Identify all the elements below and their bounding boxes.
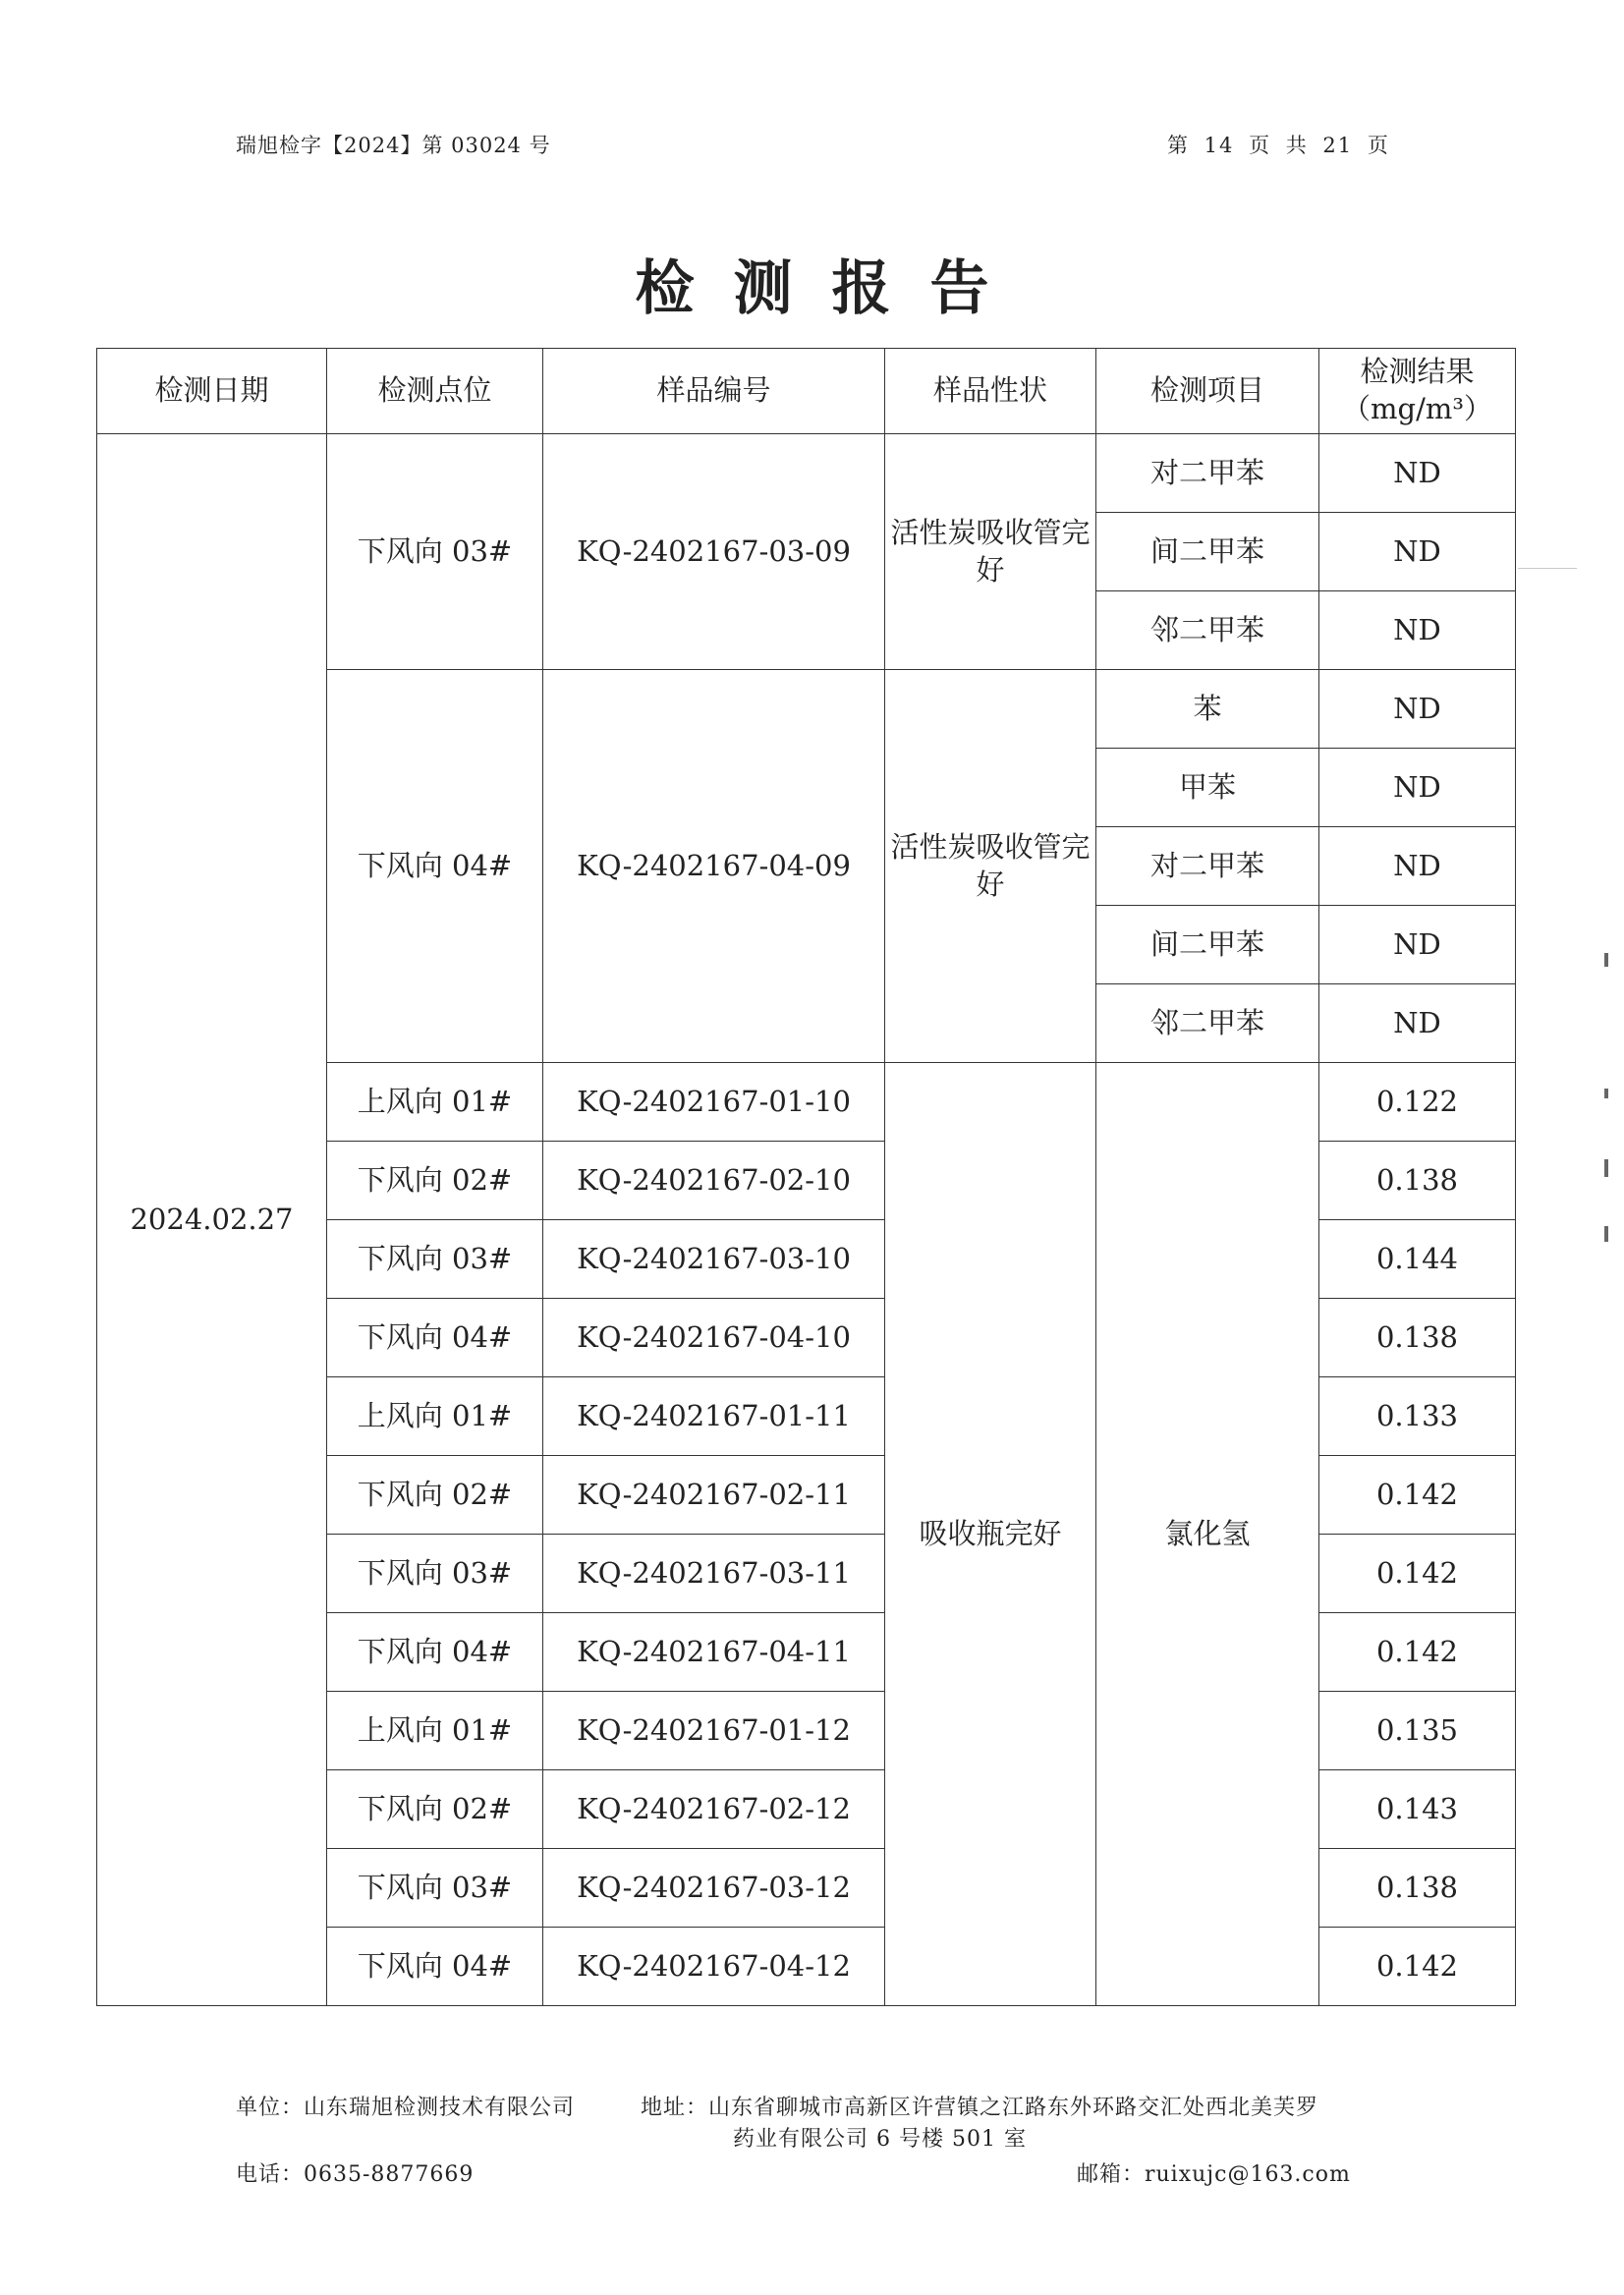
result-cell: ND	[1319, 827, 1516, 906]
col-header-sample-state: 样品性状	[885, 349, 1096, 434]
item-cell: 间二甲苯	[1096, 906, 1319, 984]
point-cell: 下风向 03#	[327, 1535, 543, 1613]
sample-no-cell: KQ-2402167-01-12	[543, 1692, 885, 1770]
point-cell: 下风向 03#	[327, 1849, 543, 1928]
item-cell: 苯	[1096, 670, 1319, 749]
point-cell: 下风向 02#	[327, 1770, 543, 1849]
item-cell: 对二甲苯	[1096, 434, 1319, 513]
page-indicator: 第 14 页 共 21 页	[1167, 134, 1390, 157]
point-cell: 上风向 01#	[327, 1063, 543, 1142]
sample-no-cell: KQ-2402167-04-12	[543, 1928, 885, 2006]
item-cell: 邻二甲苯	[1096, 591, 1319, 670]
col-header-sample-no: 样品编号	[543, 349, 885, 434]
sample-no-cell: KQ-2402167-02-12	[543, 1770, 885, 1849]
point-cell: 下风向 04#	[327, 670, 543, 1063]
col-header-point: 检测点位	[327, 349, 543, 434]
result-cell: ND	[1319, 434, 1516, 513]
point-cell: 下风向 04#	[327, 1299, 543, 1377]
sample-no-cell: KQ-2402167-03-11	[543, 1535, 885, 1613]
scan-line-artifact	[1518, 568, 1577, 569]
point-cell: 下风向 02#	[327, 1142, 543, 1220]
result-cell: ND	[1319, 591, 1516, 670]
page-title: 检测报告	[635, 254, 1029, 323]
point-cell: 下风向 02#	[327, 1456, 543, 1535]
test-results-table	[96, 348, 1516, 2006]
result-cell: 0.138	[1319, 1142, 1516, 1220]
point-cell: 上风向 01#	[327, 1377, 543, 1456]
sample-state-cell: 活性炭吸收管完好	[885, 670, 1096, 1063]
scan-edge-mark	[1604, 1089, 1608, 1098]
result-cell: 0.133	[1319, 1377, 1516, 1456]
result-cell: 0.142	[1319, 1456, 1516, 1535]
footer-phone: 电话：0635-8877669	[236, 2162, 475, 2187]
result-cell: ND	[1319, 984, 1516, 1063]
sample-no-cell: KQ-2402167-04-10	[543, 1299, 885, 1377]
item-cell: 氯化氢	[1096, 1063, 1319, 2006]
result-cell: ND	[1319, 513, 1516, 591]
sample-state-cell: 活性炭吸收管完好	[885, 434, 1096, 670]
sample-no-cell: KQ-2402167-03-12	[543, 1849, 885, 1928]
point-cell: 下风向 04#	[327, 1928, 543, 2006]
result-cell: 0.142	[1319, 1613, 1516, 1692]
test-date-cell: 2024.02.27	[97, 434, 327, 2006]
footer-address-line1: 地址：山东省聊城市高新区许营镇之江路东外环路交汇处西北美芙罗	[641, 2096, 1319, 2120]
item-cell: 甲苯	[1096, 749, 1319, 827]
point-cell: 下风向 04#	[327, 1613, 543, 1692]
result-cell: 0.142	[1319, 1928, 1516, 2006]
sample-no-cell: KQ-2402167-02-10	[543, 1142, 885, 1220]
result-cell: 0.135	[1319, 1692, 1516, 1770]
sample-no-cell: KQ-2402167-02-11	[543, 1456, 885, 1535]
col-header-result	[1319, 349, 1516, 434]
result-cell: 0.144	[1319, 1220, 1516, 1299]
point-cell: 下风向 03#	[327, 1220, 543, 1299]
sample-no-cell: KQ-2402167-03-10	[543, 1220, 885, 1299]
result-cell: 0.142	[1319, 1535, 1516, 1613]
result-cell: ND	[1319, 906, 1516, 984]
result-cell: ND	[1319, 749, 1516, 827]
footer-unit: 单位：山东瑞旭检测技术有限公司	[236, 2096, 576, 2120]
sample-state-cell: 吸收瓶完好	[885, 1063, 1096, 2006]
result-cell: 0.143	[1319, 1770, 1516, 1849]
result-cell: 0.138	[1319, 1299, 1516, 1377]
result-cell: 0.138	[1319, 1849, 1516, 1928]
scan-edge-mark	[1604, 1159, 1608, 1177]
sample-no-cell: KQ-2402167-04-09	[543, 670, 885, 1063]
point-cell: 上风向 01#	[327, 1692, 543, 1770]
report-number: 瑞旭检字【2024】第 03024 号	[236, 134, 551, 157]
footer-email: 邮箱：ruixujc@163.com	[1077, 2162, 1351, 2187]
item-cell: 间二甲苯	[1096, 513, 1319, 591]
sample-no-cell: KQ-2402167-04-11	[543, 1613, 885, 1692]
table-row	[97, 434, 1516, 513]
col-header-date: 检测日期	[97, 349, 327, 434]
result-cell: 0.122	[1319, 1063, 1516, 1142]
table-header-row	[97, 349, 1516, 434]
result-cell: ND	[1319, 670, 1516, 749]
point-cell: 下风向 03#	[327, 434, 543, 670]
col-header-result-label: 检测结果	[1360, 355, 1475, 389]
item-cell: 对二甲苯	[1096, 827, 1319, 906]
sample-no-cell: KQ-2402167-03-09	[543, 434, 885, 670]
col-header-result-unit: （mg/m³）	[1342, 392, 1492, 425]
item-cell: 邻二甲苯	[1096, 984, 1319, 1063]
sample-no-cell: KQ-2402167-01-11	[543, 1377, 885, 1456]
scan-edge-mark	[1604, 953, 1608, 967]
scan-edge-mark	[1604, 1226, 1608, 1242]
sample-no-cell: KQ-2402167-01-10	[543, 1063, 885, 1142]
col-header-item: 检测项目	[1096, 349, 1319, 434]
footer-address-line2: 药业有限公司 6 号楼 501 室	[733, 2127, 1027, 2152]
